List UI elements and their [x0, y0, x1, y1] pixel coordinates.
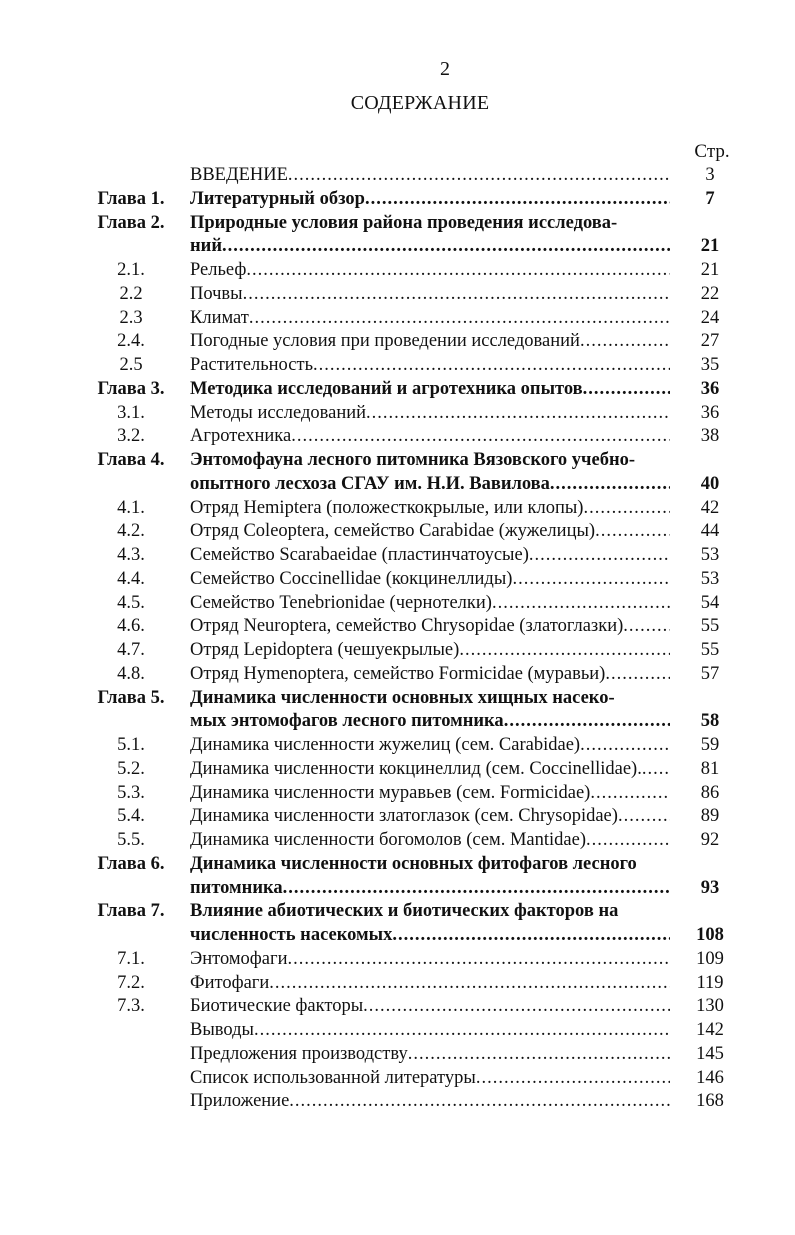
toc-entry [90, 853, 750, 877]
toc-entry [90, 592, 750, 616]
entry-number: 4.8. [117, 663, 145, 684]
entry-number: 4.4. [117, 568, 145, 589]
entry-title [190, 520, 670, 544]
entry-title [190, 592, 670, 616]
entry-number: Глава 4. [97, 450, 165, 470]
entry-title [190, 639, 670, 663]
dot-leader [291, 425, 670, 449]
toc-entry [90, 449, 750, 473]
entry-title [190, 948, 670, 972]
entry-page [688, 212, 732, 236]
entry-number: 5.2. [117, 758, 145, 779]
toc-entry [90, 782, 750, 806]
entry-title-text: Методика исследований и агротехника опытов [190, 378, 583, 399]
entry-number [90, 710, 172, 734]
toc-entry [90, 1090, 750, 1114]
entry-title [190, 307, 670, 331]
entry-title [190, 259, 670, 283]
dot-leader [366, 402, 670, 426]
entry-title [190, 1067, 670, 1091]
table-of-contents [90, 164, 750, 1114]
entry-page: 55 [700, 616, 720, 637]
entry-page: 109 [696, 948, 724, 969]
dot-leader [583, 497, 670, 521]
dot-leader [580, 330, 670, 354]
entry-page: 59 [700, 735, 720, 755]
entry-title-text: питомника [190, 877, 283, 898]
dot-leader [288, 948, 671, 972]
entry-page: 108 [696, 925, 724, 945]
entry-title-text: Растительность [190, 355, 314, 375]
entry-title-text: ВВЕДЕНИЕ [190, 165, 288, 185]
dot-leader [249, 307, 670, 331]
toc-entry [90, 900, 750, 924]
entry-number: 5.5. [117, 830, 145, 850]
entry-number: 2.2 [119, 283, 143, 304]
dot-leader [283, 877, 670, 901]
dot-leader [512, 568, 670, 592]
entry-title-text: Выводы [190, 1020, 254, 1040]
entry-page: 36 [700, 378, 720, 399]
entry-title-text: Фитофаги [190, 972, 270, 993]
toc-entry [90, 283, 750, 307]
toc-entry [90, 877, 750, 901]
entry-number: 4.6. [117, 616, 145, 637]
entry-number [90, 1090, 172, 1114]
dot-leader [529, 544, 670, 568]
entry-title-text: мых энтомофагов лесного питомника [190, 711, 504, 732]
entry-title-text: Природные условия района проведения исследова- [190, 212, 618, 233]
entry-number: Глава 5. [97, 687, 165, 708]
entry-number: Глава 7. [97, 901, 165, 922]
toc-entry [90, 307, 750, 331]
entry-title [190, 354, 670, 378]
entry-page: 168 [696, 1091, 724, 1112]
toc-entry [90, 402, 750, 426]
entry-title-text: Литературный обзор [190, 188, 365, 209]
entry-number: 3.2. [117, 426, 145, 447]
dot-leader [623, 615, 670, 639]
page-title: СОДЕРЖАНИЕ [350, 92, 490, 114]
entry-page: 89 [700, 806, 720, 827]
entry-title [190, 1019, 670, 1043]
entry-page: 53 [700, 568, 720, 589]
entry-title [190, 235, 670, 259]
toc-entry [90, 710, 750, 734]
entry-title-text: Приложение [190, 1091, 290, 1112]
entry-title-text: Динамика численности основных хищных насеко- [190, 687, 615, 708]
entry-title-text: Динамика численности жужелиц (сем. Carabidae) [190, 735, 581, 755]
dot-leader [618, 805, 670, 829]
entry-page: 44 [700, 521, 720, 542]
entry-title [190, 972, 670, 996]
entry-title [190, 544, 670, 568]
entry-title-text: Отряд Lepidoptera (чешуекрылые) [190, 640, 460, 660]
entry-number: 2.3 [119, 307, 143, 328]
entry-number: Глава 2. [97, 212, 165, 233]
entry-title-text: Влияние абиотических и биотических факторов на [190, 901, 619, 922]
entry-title-text: Погодные условия при проведении исследований [190, 331, 580, 352]
entry-number [90, 1043, 172, 1067]
entry-title [190, 402, 670, 426]
entry-title-text: опытного лесхоза СГАУ им. Н.И. Вавилова [190, 473, 550, 494]
entry-title-text: Отряд Hymenoptera, семейство Formicidae (муравьи) [190, 663, 606, 684]
toc-entry [90, 1043, 750, 1067]
entry-title-text: Агротехника [190, 426, 292, 447]
toc-entry [90, 1019, 750, 1043]
entry-page: 142 [696, 1020, 724, 1040]
entry-page: 93 [700, 877, 720, 898]
entry-number: 4.3. [117, 545, 145, 565]
toc-entry [90, 758, 750, 782]
toc-entry [90, 639, 750, 663]
dot-leader [550, 473, 670, 497]
entry-number: 4.1. [117, 497, 145, 518]
toc-entry [90, 734, 750, 758]
dot-leader [642, 758, 670, 782]
entry-number: 2.4. [117, 331, 145, 352]
toc-entry [90, 378, 750, 402]
entry-page [688, 900, 732, 924]
dot-leader [583, 378, 670, 402]
entry-title [190, 212, 670, 236]
entry-title [190, 188, 670, 212]
entry-page: 21 [700, 236, 720, 257]
toc-entry [90, 164, 750, 188]
entry-title [190, 877, 670, 901]
entry-title-text: Энтомофаги [190, 948, 288, 969]
entry-title [190, 900, 670, 924]
entry-title-text: Динамика численности муравьев (сем. Formicidae) [190, 782, 591, 803]
entry-number: Глава 1. [97, 188, 165, 209]
entry-page [688, 449, 732, 473]
entry-title [190, 1043, 670, 1067]
toc-entry [90, 663, 750, 687]
dot-leader [590, 782, 670, 806]
entry-title [190, 283, 670, 307]
entry-title [190, 164, 670, 188]
dot-leader [605, 663, 670, 687]
entry-title-text: Динамика численности златоглазок (сем. Chrysopidae) [190, 806, 618, 827]
toc-entry [90, 354, 750, 378]
entry-title-text: Энтомофауна лесного питомника Вязовского учебно- [190, 450, 636, 470]
toc-entry [90, 615, 750, 639]
entry-title-text: численность насекомых [190, 925, 393, 945]
toc-entry [90, 497, 750, 521]
entry-title [190, 663, 670, 687]
dot-leader [504, 710, 670, 734]
entry-title [190, 568, 670, 592]
dot-leader [313, 354, 670, 378]
entry-number: 5.3. [117, 782, 145, 803]
entry-title [190, 1090, 670, 1114]
entry-title-text: Климат [190, 307, 249, 328]
entry-number [90, 877, 172, 901]
toc-entry [90, 829, 750, 853]
entry-page: 3 [705, 165, 715, 185]
toc-entry [90, 473, 750, 497]
entry-title-text: Почвы [190, 283, 243, 304]
entry-page: 119 [696, 972, 724, 993]
entry-title-text: Семейство Tenebrionidae (чернотелки) [190, 592, 492, 613]
dot-leader [222, 235, 670, 259]
entry-title [190, 734, 670, 758]
entry-title-text: Динамика численности основных фитофагов лесного [190, 853, 637, 874]
entry-page: 36 [700, 402, 720, 423]
toc-entry [90, 924, 750, 948]
toc-entry [90, 520, 750, 544]
entry-page: 42 [700, 497, 720, 518]
dot-leader [289, 1090, 670, 1114]
dot-leader [459, 639, 670, 663]
dot-leader [476, 1067, 670, 1091]
entry-title-text: ний [190, 236, 222, 257]
entry-title-text: Семейство Coccinellidae (кокцинеллиды) [190, 568, 513, 589]
entry-title [190, 805, 670, 829]
entry-title-text: Семейство Scarabaeidae (пластинчатоусые) [190, 545, 529, 565]
entry-title-text: Предложения производству [190, 1043, 408, 1064]
entry-title [190, 449, 670, 473]
page-number: 2 [440, 58, 450, 80]
entry-title-text: Отряд Coleoptera, семейство Carabidae (жужелицы) [190, 521, 596, 542]
entry-page: 92 [700, 830, 720, 850]
dot-leader [586, 829, 670, 853]
toc-entry [90, 330, 750, 354]
entry-number: 4.2. [117, 521, 145, 542]
entry-number: 4.5. [117, 592, 145, 613]
entry-page: 22 [700, 283, 720, 304]
entry-page: 81 [700, 758, 720, 779]
entry-number: 4.7. [117, 640, 145, 660]
entry-title [190, 853, 670, 877]
entry-title [190, 378, 670, 402]
toc-entry [90, 568, 750, 592]
entry-number [90, 473, 172, 497]
entry-title [190, 758, 670, 782]
entry-number: 5.1. [117, 735, 145, 755]
dot-leader [363, 995, 670, 1019]
toc-entry [90, 687, 750, 711]
entry-page: 24 [700, 307, 720, 328]
entry-number: 3.1. [117, 402, 145, 423]
entry-page: 57 [700, 663, 720, 684]
entry-page: 38 [700, 426, 720, 447]
entry-title-text: Динамика численности кокцинеллид (сем. Coccinellidae). [190, 758, 642, 779]
entry-title-text: Динамика численности богомолов (сем. Mantidae) [190, 830, 587, 850]
toc-entry [90, 188, 750, 212]
entry-number: Глава 6. [97, 853, 165, 874]
entry-page [688, 687, 732, 711]
entry-number: Глава 3. [97, 378, 165, 399]
entry-page: 40 [700, 473, 720, 494]
entry-page: 58 [700, 711, 720, 732]
entry-page: 145 [696, 1043, 724, 1064]
dot-leader [269, 972, 670, 996]
entry-page: 54 [700, 592, 720, 613]
entry-page: 27 [700, 331, 720, 352]
dot-leader [408, 1043, 670, 1067]
entry-title [190, 615, 670, 639]
toc-entry [90, 995, 750, 1019]
entry-page: 55 [700, 640, 720, 660]
entry-number [90, 164, 172, 188]
entry-title [190, 995, 670, 1019]
entry-number: 7.2. [117, 972, 145, 993]
dot-leader [595, 520, 670, 544]
entry-page: 21 [700, 260, 720, 280]
toc-entry [90, 212, 750, 236]
entry-title [190, 425, 670, 449]
entry-title-text: Методы исследований [190, 402, 367, 423]
entry-title-text: Отряд Neuroptera, семейство Chrysopidae (златоглазки) [190, 616, 624, 637]
entry-page: 35 [700, 355, 720, 375]
toc-entry [90, 425, 750, 449]
entry-page [688, 853, 732, 877]
dot-leader [392, 924, 670, 948]
entry-page: 146 [696, 1067, 724, 1088]
entry-title [190, 924, 670, 948]
toc-entry [90, 1067, 750, 1091]
entry-title-text: Отряд Hemiptera (положесткокрылые, или клопы) [190, 497, 584, 518]
entry-title [190, 782, 670, 806]
toc-entry [90, 544, 750, 568]
toc-entry [90, 259, 750, 283]
page-column-header: Стр. [694, 141, 730, 162]
entry-page: 86 [700, 782, 720, 803]
dot-leader [243, 283, 670, 307]
entry-title [190, 473, 670, 497]
entry-page: 130 [696, 996, 724, 1017]
entry-title [190, 687, 670, 711]
entry-title-text: Биотические факторы [190, 996, 364, 1017]
entry-number: 7.1. [117, 948, 145, 969]
entry-page: 53 [700, 545, 720, 565]
dot-leader [580, 734, 670, 758]
dot-leader [492, 592, 670, 616]
entry-title-text: Рельеф [190, 260, 247, 280]
toc-entry [90, 948, 750, 972]
entry-number [90, 924, 172, 948]
entry-number [90, 1019, 172, 1043]
entry-page: 7 [705, 188, 715, 209]
entry-number: 2.5 [119, 355, 143, 375]
entry-title [190, 829, 670, 853]
entry-title [190, 710, 670, 734]
entry-title [190, 497, 670, 521]
toc-entry [90, 235, 750, 259]
entry-number [90, 1067, 172, 1091]
toc-entry [90, 972, 750, 996]
dot-leader [246, 259, 670, 283]
entry-number: 2.1. [117, 260, 145, 280]
entry-title [190, 330, 670, 354]
dot-leader [365, 188, 670, 212]
dot-leader [288, 164, 670, 188]
toc-entry [90, 805, 750, 829]
entry-number: 5.4. [117, 806, 145, 827]
dot-leader [254, 1019, 670, 1043]
entry-title-text: Список использованной литературы [190, 1067, 476, 1088]
entry-number [90, 235, 172, 259]
entry-number: 7.3. [117, 996, 145, 1017]
